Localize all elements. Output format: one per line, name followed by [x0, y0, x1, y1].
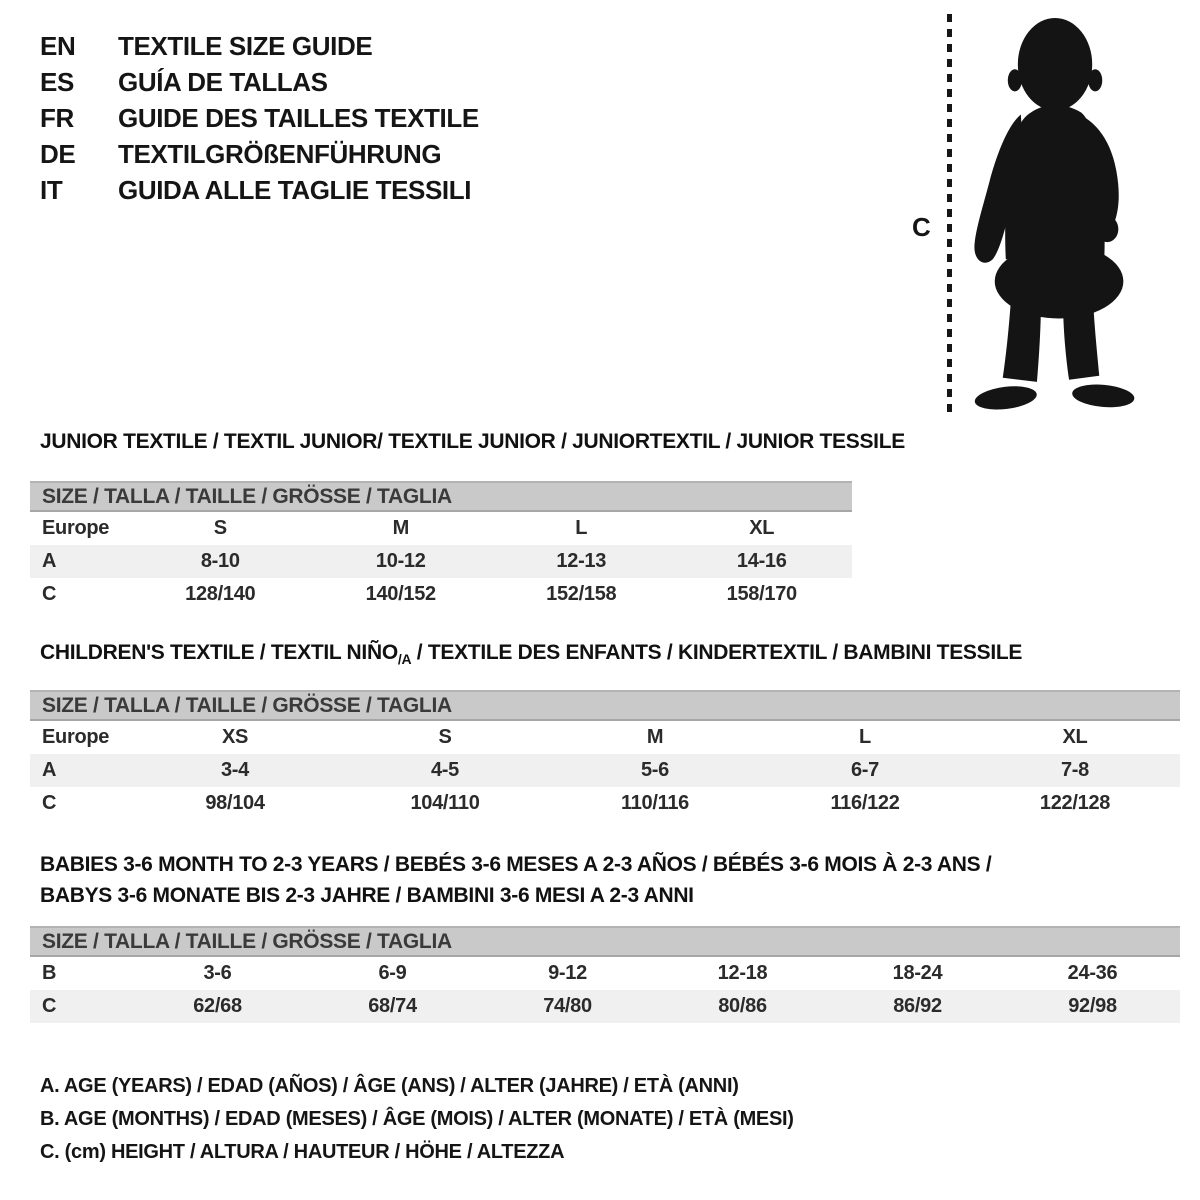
table-row — [30, 957, 1180, 990]
language-title: TEXTILGRÖßENFÜHRUNG — [118, 138, 442, 169]
legend-block — [40, 1070, 794, 1169]
table-cell: 116/122 — [830, 792, 900, 814]
table-cell: 80/86 — [718, 995, 767, 1017]
children-section-heading — [40, 641, 1022, 667]
size-header-bar: SIZE / TALLA / TAILLE / GRÖSSE / TAGLIA — [30, 481, 852, 512]
table-cell: 6-7 — [850, 759, 879, 781]
table-cell: XL — [1062, 726, 1088, 748]
babies-section-heading — [40, 849, 991, 911]
table-cell: 110/116 — [621, 792, 689, 814]
babies-heading-line1: BABIES 3-6 MONTH TO 2-3 YEARS / BEBÉS 3-6 MESES A 2-3 AÑOS / BÉBÉS 3-6 MOIS À 2-3 ANS / — [40, 853, 992, 876]
language-row-fr — [40, 100, 479, 136]
row-label: C — [42, 583, 57, 605]
table-cell: 9-12 — [548, 962, 587, 984]
language-title: GUÍA DE TALLAS — [118, 66, 328, 97]
table-cell: 140/152 — [365, 583, 436, 605]
table-cell: 12-18 — [717, 962, 768, 984]
language-row-es — [40, 64, 479, 100]
table-cell: L — [575, 517, 588, 539]
row-label: C — [42, 995, 57, 1017]
height-measure-label: C — [912, 212, 931, 242]
language-row-it — [40, 172, 479, 208]
table-row — [30, 990, 1180, 1023]
table-cell: 12-13 — [556, 550, 607, 572]
table-row — [30, 545, 852, 578]
junior-size-table — [30, 481, 852, 611]
legend-line-a: A. AGE (YEARS) / EDAD (AÑOS) / ÂGE (ANS) / ALTER (JAHRE) / ETÀ (ANNI) — [40, 1075, 739, 1097]
table-cell: 24-36 — [1067, 962, 1118, 984]
table-row — [30, 578, 852, 611]
table-cell: 152/158 — [546, 583, 617, 605]
table-cell: 3-6 — [203, 962, 232, 984]
junior-section-heading: JUNIOR TEXTILE / TEXTIL JUNIOR/ TEXTILE JUNIOR / JUNIORTEXTIL / JUNIOR TESSILE — [40, 430, 905, 453]
table-cell: 10-12 — [375, 550, 426, 572]
table-cell: 18-24 — [892, 962, 943, 984]
table-row — [30, 787, 1180, 820]
heading-text: CHILDREN'S TEXTILE / TEXTIL NIÑO — [40, 641, 398, 664]
babies-heading-line2: BABYS 3-6 MONATE BIS 2-3 JAHRE / BAMBINI 3-6 MESI A 2-3 ANNI — [40, 884, 694, 907]
language-title: TEXTILE SIZE GUIDE — [118, 30, 373, 61]
table-cell: XS — [221, 726, 249, 748]
legend-line-c: C. (cm) HEIGHT / ALTURA / HAUTEUR / HÖHE / ALTEZZA — [40, 1141, 565, 1163]
table-cell: 4-5 — [430, 759, 459, 781]
table-cell: L — [859, 726, 871, 748]
table-cell: 3-4 — [220, 759, 249, 781]
table-cell: 104/110 — [410, 792, 480, 814]
table-cell: M — [392, 517, 409, 539]
row-label: Europe — [42, 726, 110, 748]
baby-silhouette-icon — [960, 12, 1140, 418]
table-row — [30, 721, 1180, 754]
size-header-bar: SIZE / TALLA / TAILLE / GRÖSSE / TAGLIA — [30, 926, 1180, 957]
table-cell: 8-10 — [200, 550, 240, 572]
babies-size-table — [30, 926, 1180, 1023]
table-cell: XL — [749, 517, 775, 539]
table-cell: 128/140 — [185, 583, 256, 605]
language-title: GUIDA ALLE TAGLIE TESSILI — [118, 174, 472, 205]
heading-subscript: /A — [397, 651, 412, 668]
table-cell: S — [213, 517, 227, 539]
table-cell: 98/104 — [205, 792, 265, 814]
heading-text: / TEXTILE DES ENFANTS / KINDERTEXTIL / BAMBINI TESSILE — [411, 641, 1023, 664]
row-label: A — [42, 550, 57, 572]
table-row — [30, 512, 852, 545]
table-cell: 62/68 — [193, 995, 242, 1017]
size-header-bar: SIZE / TALLA / TAILLE / GRÖSSE / TAGLIA — [30, 690, 1180, 721]
height-measure-dashed-line — [947, 14, 952, 416]
row-label: B — [42, 962, 57, 984]
table-cell: M — [646, 726, 664, 748]
language-code: FR — [40, 102, 74, 133]
table-cell: 14-16 — [736, 550, 787, 572]
legend-line-b: B. AGE (MONTHS) / EDAD (MESES) / ÂGE (MOIS) / ALTER (MONATE) / ETÀ (MESI) — [40, 1108, 794, 1130]
table-cell: 68/74 — [368, 995, 417, 1017]
table-cell: 5-6 — [640, 759, 669, 781]
language-title-block — [40, 28, 479, 208]
table-cell: 74/80 — [543, 995, 592, 1017]
language-code: ES — [40, 66, 74, 97]
table-cell: 6-9 — [378, 962, 407, 984]
row-label: Europe — [42, 517, 110, 539]
table-cell: 158/170 — [726, 583, 797, 605]
table-cell: 7-8 — [1060, 759, 1089, 781]
table-cell: 122/128 — [1039, 792, 1111, 814]
table-cell: 92/98 — [1068, 995, 1117, 1017]
row-label: C — [42, 792, 57, 814]
language-code: EN — [40, 30, 76, 61]
table-row — [30, 754, 1180, 787]
language-row-en — [40, 28, 479, 64]
children-size-table — [30, 690, 1180, 820]
table-cell: S — [438, 726, 452, 748]
language-row-de — [40, 136, 479, 172]
row-label: A — [42, 759, 57, 781]
table-cell: 86/92 — [893, 995, 942, 1017]
language-code: DE — [40, 138, 76, 169]
language-code: IT — [40, 174, 63, 205]
language-title: GUIDE DES TAILLES TEXTILE — [118, 102, 479, 133]
